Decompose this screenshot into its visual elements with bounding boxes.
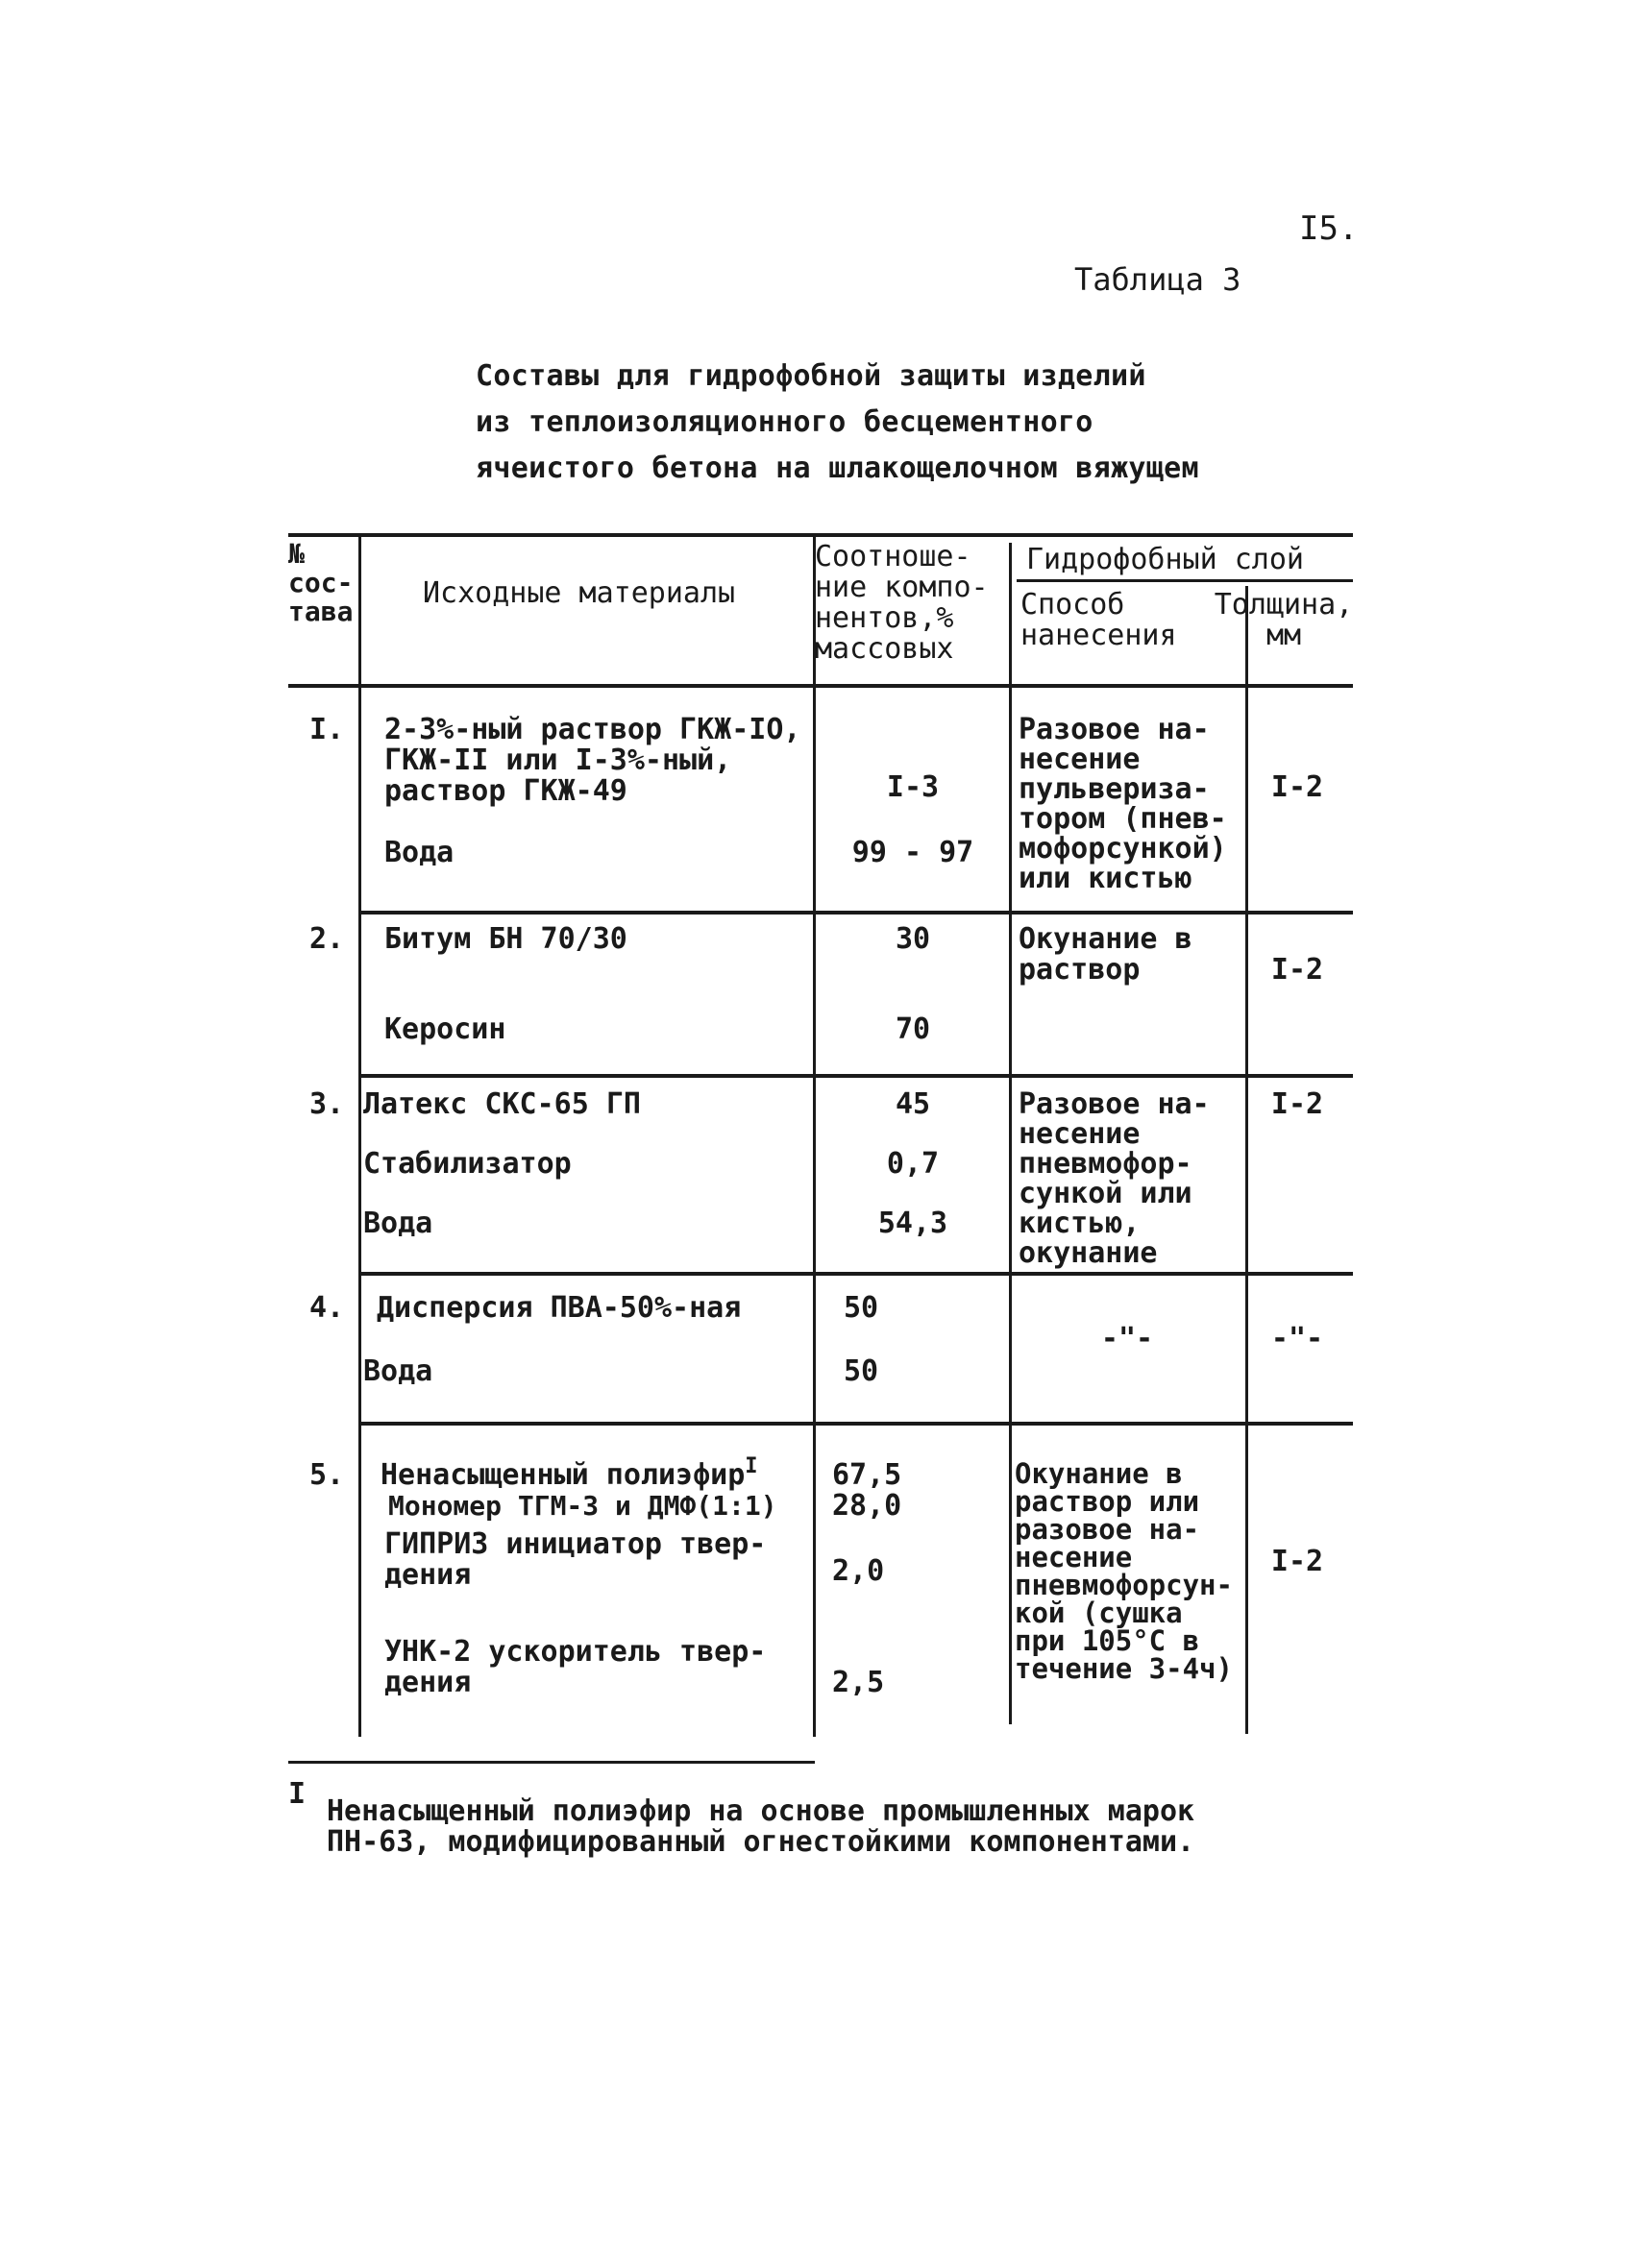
column-rule <box>358 533 361 1737</box>
caption-line: из теплоизоляционного бесцементного <box>476 405 1093 439</box>
header-bottom-rule <box>288 684 1353 688</box>
ratio-cell: 67,5 <box>832 1458 902 1492</box>
header-number: № сос- тава <box>288 538 354 627</box>
ratio-cell: 54,3 <box>877 1207 948 1240</box>
footnote-mark: I <box>288 1777 307 1811</box>
row-rule <box>360 1422 1353 1426</box>
method-cell: -"- <box>1100 1322 1154 1355</box>
row-number: 5. <box>309 1458 345 1492</box>
row-number: I. <box>309 713 345 746</box>
ratio-cell: 28,0 <box>832 1489 902 1523</box>
ratio-cell: 99 - 97 <box>851 836 974 869</box>
ratio-cell: 50 <box>843 1354 879 1388</box>
ratio-cell: 70 <box>895 1012 931 1046</box>
method-cell: Разовое на- несение пневмофор- сункой или кистью, окунание <box>1019 1087 1210 1270</box>
material-cell: Латекс СКС-65 ГП <box>363 1087 641 1121</box>
footnote-mark: I <box>745 1454 758 1478</box>
material-cell: Вода <box>363 1354 433 1388</box>
ratio-cell: 0,7 <box>886 1147 940 1181</box>
table-label: Таблица 3 <box>1074 261 1241 298</box>
ratio-cell: I-3 <box>886 770 940 804</box>
material-cell: Мономер ТГМ-3 и ДМФ(1:1) <box>388 1490 777 1522</box>
row-number: 3. <box>309 1087 345 1121</box>
row-rule <box>360 1272 1353 1276</box>
column-rule <box>1009 543 1012 1724</box>
footnote-separator <box>288 1761 815 1764</box>
thickness-cell: -"- <box>1270 1322 1324 1355</box>
material-cell <box>381 1454 758 1494</box>
ratio-cell: 45 <box>895 1087 931 1121</box>
material-cell: Керосин <box>384 1012 506 1046</box>
ratio-cell: 2,5 <box>832 1666 885 1699</box>
row-rule <box>360 911 1353 915</box>
column-rule <box>1245 586 1248 1734</box>
material-cell: ГИПРИЗ инициатор твер- дения <box>384 1527 767 1592</box>
table-top-rule <box>288 533 1353 537</box>
caption-line: Составы для гидрофобной защиты изделий <box>476 359 1146 393</box>
page-number: I5. <box>1299 209 1359 248</box>
row-number: 4. <box>309 1291 345 1325</box>
material-cell: 2-3%-ный раствор ГКЖ-IO, ГКЖ-II или I-3%-ный, раствор ГКЖ-49 <box>384 713 801 808</box>
header-ratio: Соотноше- ние компо- нентов,% массовых <box>815 540 989 666</box>
material-cell: Вода <box>384 836 454 869</box>
layer-header-rule <box>1017 579 1353 582</box>
header-method: Способ нанесения <box>1020 588 1177 652</box>
caption-line: ячеистого бетона на шлакощелочном вяжущем <box>476 451 1199 485</box>
ratio-cell: 30 <box>895 922 931 956</box>
ratio-cell: 50 <box>843 1291 879 1325</box>
column-rule <box>813 533 816 1737</box>
thickness-cell: I-2 <box>1270 1087 1324 1121</box>
ratio-cell: 2,0 <box>832 1554 885 1588</box>
table-caption <box>476 354 1199 492</box>
material-cell: Дисперсия ПВА-50%-ная <box>377 1291 742 1325</box>
thickness-cell: I-2 <box>1270 953 1324 987</box>
material-cell: Битум БН 70/30 <box>384 922 627 956</box>
material-text: Ненасыщенный полиэфир <box>381 1458 746 1492</box>
row-rule <box>360 1074 1353 1078</box>
method-cell: Окунание в раствор или разовое на- несение пневмофорсун- кой (сушка при 105°С в течение 3-4ч) <box>1015 1457 1233 1685</box>
material-cell: УНК-2 ускоритель твер- дения <box>384 1635 767 1699</box>
material-cell: Вода <box>363 1207 433 1240</box>
header-materials: Исходные материалы <box>423 576 736 610</box>
thickness-cell: I-2 <box>1270 1545 1324 1578</box>
material-cell: Стабилизатор <box>363 1147 572 1181</box>
thickness-cell: I-2 <box>1270 770 1324 804</box>
header-hydrophobic-layer: Гидрофобный слой <box>1026 543 1304 576</box>
method-cell: Разовое на- несение пульвериза- тором (пнев- мофорсункой) или кистью <box>1019 713 1227 895</box>
footnote-text: Ненасыщенный полиэфир на основе промышленных марок ПН-63, модифицированный огнестойкими компонентами. <box>327 1794 1195 1859</box>
header-thickness: Толщина, мм <box>1214 588 1354 652</box>
row-number: 2. <box>309 922 345 956</box>
method-cell: Окунание в раствор <box>1019 922 1192 987</box>
